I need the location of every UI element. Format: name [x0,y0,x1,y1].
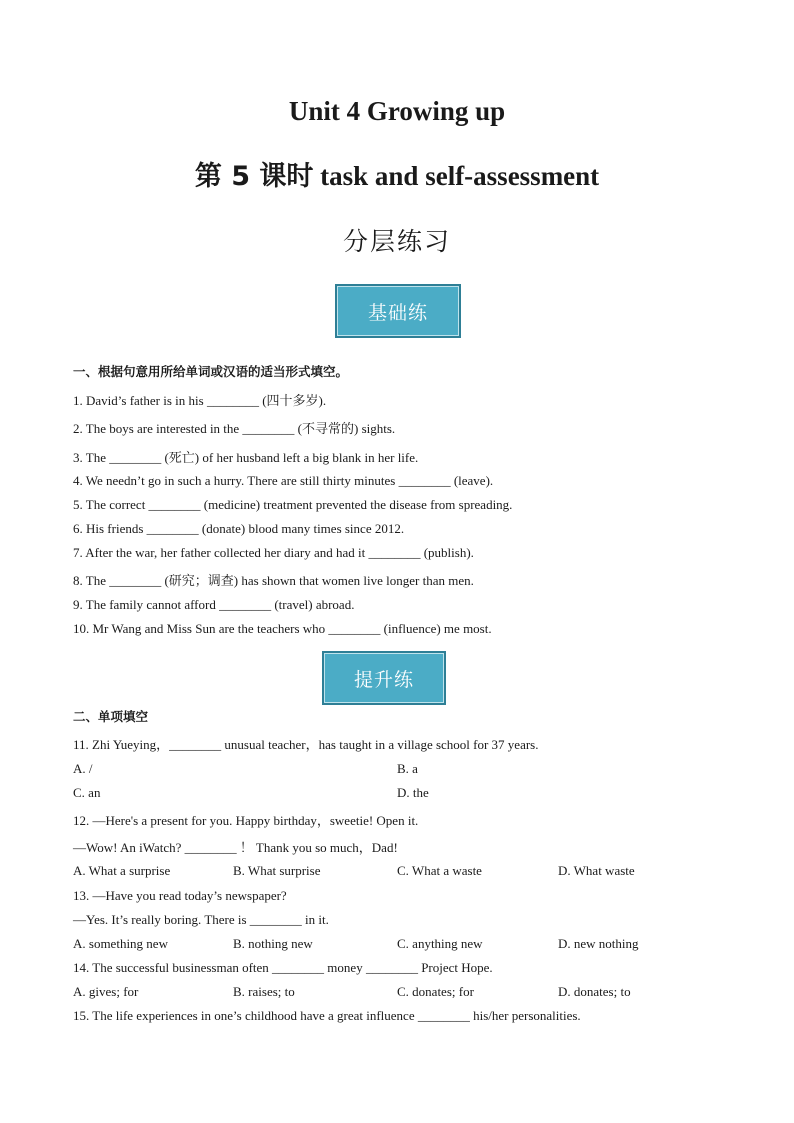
lesson-number: 第 5 课时 [194,161,314,192]
q14-option-c: C. donates; for [397,984,474,999]
q12-option-b: B. What surprise [233,863,321,878]
q14-option-d: D. donates; to [558,984,631,999]
exercise-item: 9. The family cannot afford ________ (travel) abroad. [73,597,355,612]
exercise-item: 4. We needn’t go in such a hurry. There are still thirty minutes ________ (leave). [73,473,494,488]
exercise-item: 5. The correct ________ (medicine) treatment prevented the disease from spreading. [73,497,513,512]
q12-option-c: C. What a waste [397,863,482,878]
exercise-item: 10. Mr Wang and Miss Sun are the teachers who ________ (influence) me most. [73,621,492,636]
q13-option-b: B. nothing new [233,936,313,951]
page-subtitle: 分层练习 [342,227,451,256]
q13-option-d: D. new nothing [558,936,639,951]
basic-practice-badge: 基础练 [335,284,461,338]
q11-option-d: D. the [397,785,429,800]
q12-option-a: A. What a surprise [73,863,171,878]
section2-heading: 二、单项填空 [73,709,149,724]
q14-option-a: A. gives; for [73,984,139,999]
q13-option-c: C. anything new [397,936,483,951]
q11-option-c: C. an [73,785,101,800]
exercise-item: 8. The ________ (研究；调查) has shown that women live longer than men. [73,573,474,588]
question-13: 13. —Have you read today’s newspaper? [73,888,287,903]
question-12: 12. —Here's a present for you. Happy birthday，sweetie! Open it. [73,813,419,828]
advanced-practice-badge: 提升练 [322,651,446,705]
question-13-reply: —Yes. It’s really boring. There is ________ in it. [73,912,329,927]
exercise-item: 2. The boys are interested in the ________ (不寻常的) sights. [73,421,396,436]
q11-option-a: A. / [73,761,93,776]
exercise-item: 6. His friends ________ (donate) blood many times since 2012. [73,521,405,536]
unit-title: Unit 4 Growing up [288,96,506,126]
exercise-item: 7. After the war, her father collected her diary and had it ________ (publish). [73,545,474,560]
q13-option-a: A. something new [73,936,168,951]
exercise-item: 1. David’s father is in his ________ (四十多岁). [73,393,327,408]
lesson-title [0,154,794,193]
question-14: 14. The successful businessman often ________ money ________ Project Hope. [73,960,493,975]
question-11: 11. Zhi Yueying，________ unusual teacher，has taught in a village school for 37 years. [73,737,539,752]
lesson-topic: task and self-assessment [313,161,600,191]
question-12-reply: —Wow! An iWatch? ________ ！ Thank you so much，Dad! [73,840,398,855]
q11-option-b: B. a [397,761,418,776]
exercise-item: 3. The ________ (死亡) of her husband left a big blank in her life. [73,450,419,465]
q12-option-d: D. What waste [558,863,635,878]
section1-heading: 一、根据句意用所给单词或汉语的适当形式填空。 [73,364,349,379]
question-15: 15. The life experiences in one’s childhood have a great influence ________ his/her personalities. [73,1008,581,1023]
q14-option-b: B. raises; to [233,984,295,999]
